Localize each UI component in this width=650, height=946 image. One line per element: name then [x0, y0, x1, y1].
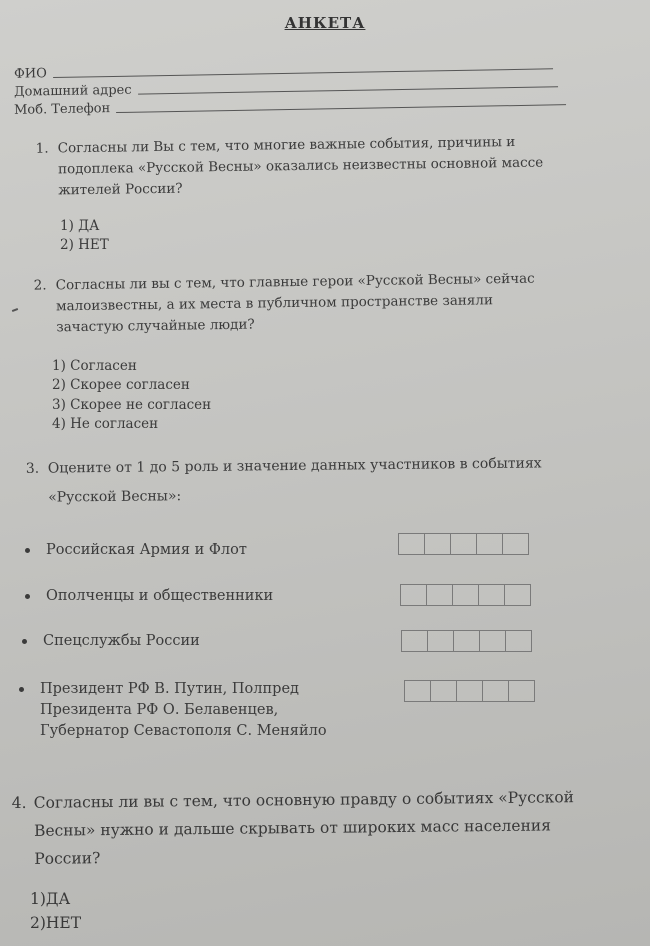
rating-box-2[interactable]: [424, 533, 451, 555]
rating-item-label: Президент РФ В. Путин, Полпред: [40, 681, 299, 697]
question-1-line: Согласны ли Вы с тем, что многие важные события, причины и: [57, 134, 516, 157]
rating-boxes-army: [398, 533, 528, 555]
rating-box-5[interactable]: [504, 584, 531, 606]
question-1-number: 1.: [35, 140, 49, 157]
question-4: [11, 783, 575, 873]
document-title: АНКЕТА: [284, 14, 366, 32]
question-4-option-no[interactable]: 2)НЕТ: [30, 914, 82, 932]
rating-item-label: Президента РФ О. Белавенцев,: [40, 702, 279, 718]
rating-boxes-security-services: [401, 630, 531, 652]
rating-box-3[interactable]: [453, 630, 480, 652]
rating-item-president: [40, 679, 327, 742]
rating-box-3[interactable]: [456, 680, 483, 702]
question-2-option-2[interactable]: 2) Скорее согласен: [52, 377, 190, 393]
question-1-line: подоплека «Русской Весны» оказались неизвестны основной массе: [57, 154, 544, 178]
question-1-option-yes[interactable]: 1) ДА: [60, 218, 100, 234]
field-fio-label: ФИО: [13, 66, 47, 82]
question-1-line: жителей России?: [58, 180, 183, 199]
rating-item-militia: [46, 586, 273, 606]
field-address-label: Домашний адрес: [13, 82, 132, 100]
bullet-dot: [25, 548, 30, 553]
margin-mark: [12, 308, 18, 312]
rating-box-2[interactable]: [430, 680, 457, 702]
question-4-number: 4.: [11, 793, 27, 813]
rating-box-5[interactable]: [502, 533, 529, 555]
field-phone-line[interactable]: [116, 103, 566, 113]
question-2-option-4[interactable]: 4) Не согласен: [52, 416, 159, 432]
rating-item-army: [46, 540, 247, 560]
rating-box-4[interactable]: [482, 680, 509, 702]
field-phone-label: Моб. Телефон: [13, 101, 111, 118]
question-3-line: «Русской Весны»:: [48, 488, 182, 506]
question-3-number: 3.: [25, 460, 40, 477]
rating-box-1[interactable]: [404, 680, 431, 702]
rating-item-security-services: [43, 631, 200, 651]
question-2-option-3[interactable]: 3) Скорее не согласен: [52, 397, 212, 413]
rating-item-label: Губернатор Севастополя С. Меняйло: [40, 723, 327, 739]
rating-box-2[interactable]: [426, 584, 453, 606]
rating-box-5[interactable]: [508, 680, 535, 702]
rating-item-label: Российская Армия и Флот: [46, 542, 247, 558]
bullet-dot: [25, 594, 30, 599]
rating-boxes-militia: [400, 584, 530, 606]
question-4-line: Согласны ли вы с тем, что основную правду о событиях «Русской: [33, 788, 575, 812]
question-4-line: Весны» нужно и дальше скрывать от широких масс населения: [33, 816, 552, 840]
question-3-line: Оцените от 1 до 5 роль и значение данных участников в событиях: [47, 455, 542, 477]
rating-item-label: Спецслужбы России: [43, 633, 200, 649]
rating-box-4[interactable]: [476, 533, 503, 555]
question-1: [35, 132, 544, 202]
question-2-line: Согласны ли вы с тем, что главные герои «Русской Весны» сейчас: [55, 270, 535, 294]
question-3: [25, 449, 542, 512]
question-2-line: малоизвестны, а их места в публичном пространстве заняли: [55, 292, 494, 315]
rating-box-5[interactable]: [505, 630, 532, 652]
rating-box-2[interactable]: [427, 630, 454, 652]
field-address-line[interactable]: [138, 85, 558, 94]
rating-box-4[interactable]: [478, 584, 505, 606]
rating-box-1[interactable]: [401, 630, 428, 652]
rating-box-1[interactable]: [400, 584, 427, 606]
question-4-line: России?: [34, 849, 101, 868]
rating-boxes-president: [404, 680, 534, 702]
rating-item-label: Ополченцы и общественники: [46, 588, 274, 604]
bullet-dot: [22, 639, 27, 644]
bullet-dot: [19, 687, 24, 692]
rating-box-3[interactable]: [452, 584, 479, 606]
rating-box-3[interactable]: [450, 533, 477, 555]
question-4-option-yes[interactable]: 1)ДА: [30, 890, 71, 908]
rating-box-4[interactable]: [479, 630, 506, 652]
question-1-option-no[interactable]: 2) НЕТ: [60, 237, 109, 253]
rating-box-1[interactable]: [398, 533, 425, 555]
question-2-line: зачастую случайные люди?: [56, 316, 255, 336]
question-2-number: 2.: [33, 277, 47, 294]
question-2-option-1[interactable]: 1) Согласен: [52, 358, 137, 374]
question-2: [33, 269, 536, 339]
